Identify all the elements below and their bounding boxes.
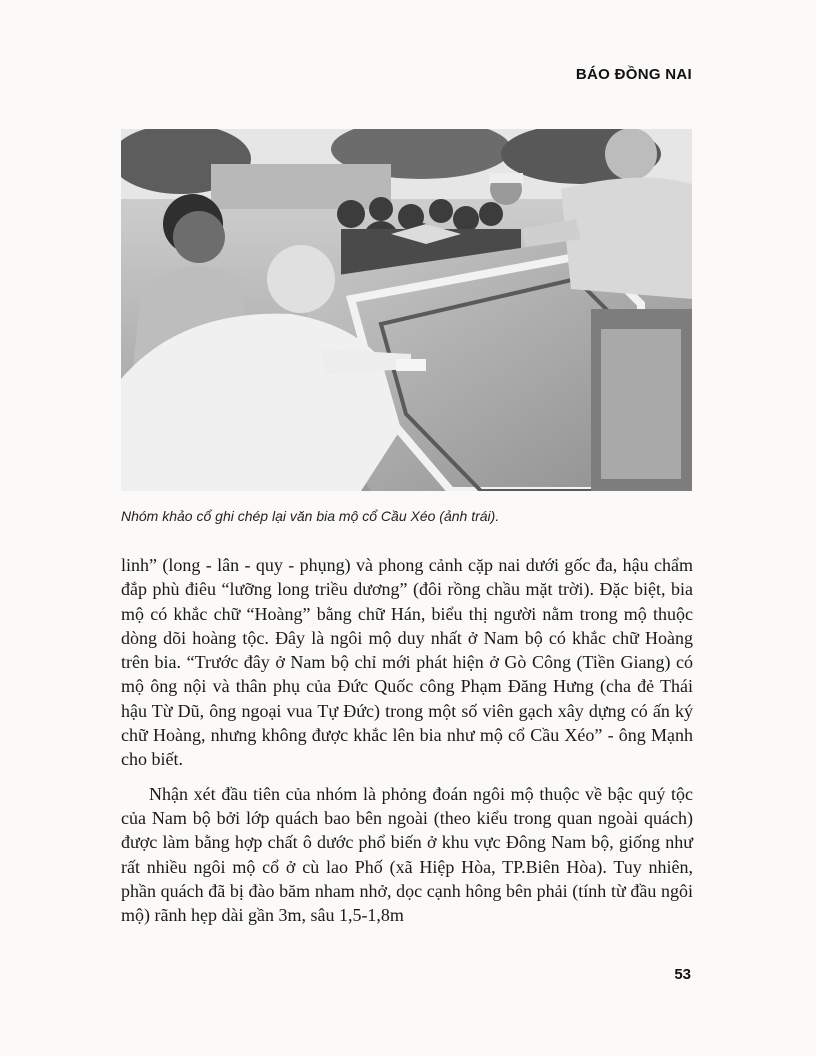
article-body	[121, 553, 693, 927]
archaeology-photo	[121, 129, 692, 491]
body-paragraph: linh” (long - lân - quy - phụng) và phong cảnh cặp nai dưới gốc đa, hậu chẩm đắp phù điêu “lưỡng long triều dương” (đôi rồng chầu mặt trời). Đặc biệt, bia mộ có khắc chữ “Hoàng” bằng chữ Hán, biểu thị người nằm trong mộ thuộc dòng dõi hoàng tộc. Đây là ngôi mộ duy nhất ở Nam bộ có khắc chữ Hoàng trên bia. “Trước đây ở Nam bộ chỉ mới phát hiện ở Gò Công (Tiền Giang) có mộ ông nội và thân phụ của Đức Quốc công Phạm Đăng Hưng (cha đẻ Thái hậu Từ Dũ, ông ngoại vua Tự Đức) trong một số viên gạch xây dựng có ấn ký chữ Hoàng, nhưng không được khắc lên bia như mộ cổ Cầu Xéo” - ông Mạnh cho biết.	[121, 555, 693, 770]
page-number: 53	[674, 966, 691, 983]
photo-caption: Nhóm khảo cổ ghi chép lại văn bia mộ cổ Cầu Xéo (ảnh trái).	[121, 508, 500, 524]
publication-header: BÁO ĐỒNG NAI	[575, 66, 692, 83]
body-paragraph: Nhận xét đầu tiên của nhóm là phỏng đoán ngôi mộ thuộc về bậc quý tộc của Nam bộ bởi lớp quách bao bên ngoài (theo kiểu trong quan ngoài quách) được làm bằng hợp chất ô dước phổ biến ở khu vực Đông Nam bộ, giống như rất nhiều ngôi mộ cổ ở cù lao Phố (xã Hiệp Hòa, TP.Biên Hòa). Tuy nhiên, phần quách đã bị đào băm nham nhở, dọc cạnh hông bên phải (tính từ đầu ngôi mộ) rãnh hẹp dài gần 3m, sâu 1,5-1,8m	[121, 783, 693, 926]
